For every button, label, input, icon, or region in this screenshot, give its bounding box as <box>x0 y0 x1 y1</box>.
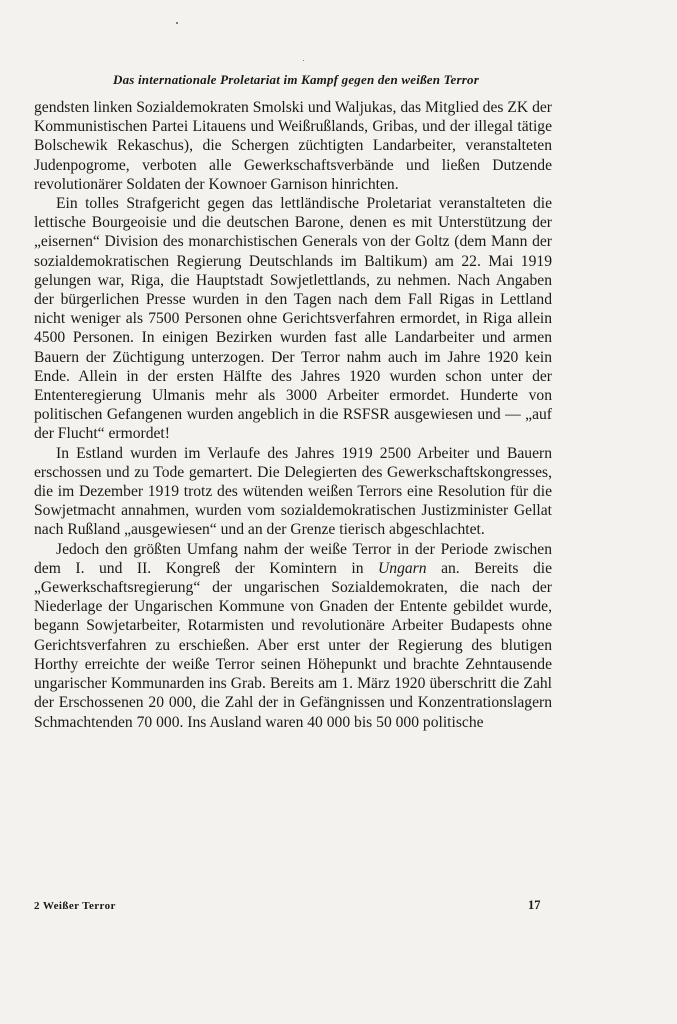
print-speck <box>303 60 304 61</box>
paragraph-4-text-b: an. Bereits die „Gewerkschaftsregierung“ der ungarischen Sozialdemokraten, die nach der Niederlage der Ungarischen Kommune von Gnaden der Entente gebildet wurde, begann Sowjetarbeiter, Rotarmisten und revolutionäre Arbeiter Budapests ohne Gerichtsverfahren zu erschießen. Aber erst unter der Regierung des blutigen Horthy erreichte der weiße Terror seinen Höhepunkt und brachte Zehntausende ungarischer Kommunarden ins Grab. Bereits am 1. März 1920 überschritt die Zahl der Erschossenen 20 000, die Zahl der in Gefängnissen und Konzentrationslagern Schmachtenden 70 000. Ins Ausland waren 40 000 bis 50 000 politische <box>34 559 552 731</box>
running-head: Das internationale Proletariat im Kampf gegen den weißen Terror <box>112 72 480 87</box>
page-number: 17 <box>528 898 541 912</box>
paragraph-4 <box>34 540 552 732</box>
paragraph-2: Ein tolles Strafgericht gegen das lettländische Proletariat veranstalteten die lettische Bourgeoisie und die deutschen Barone, denen es mit Unterstützung der „eisernen“ Division des monarchistischen Generals von der Goltz (dem Mann der sozialdemokratischen Regierung Deutschlands im Baltikum) am 22. Mai 1919 gelungen war, Riga, die Hauptstadt Sowjetlettlands, zu nehmen. Nach Angaben der bürgerlichen Presse wurden in den Tagen nach dem Fall Rigas in Lettland nicht weniger als 7500 Personen ohne Gerichtsverfahren ermordet, in Riga allein 4500 Personen. In einigen Bezirken wurden fast alle Landarbeiter und armen Bauern der Züchtigung unterzogen. Der Terror nahm auch im Jahre 1920 kein Ende. Allein in der ersten Hälfte des Jahres 1920 wurden schon unter der Ententeregierung Ulmanis mehr als 3000 Arbeiter ermordet. Hunderte von politischen Gefangenen wurden angeblich in die RSFSR ausgewiesen und — „auf der Flucht“ ermordet! <box>34 195 552 443</box>
paragraph-4-text-a: Jedoch den größten Umfang nahm der weiße Terror in der Periode zwischen dem I. und II. Kongreß der Komintern in <box>34 540 552 577</box>
country-emphasis: Ungarn <box>378 559 427 577</box>
body-text <box>34 98 552 732</box>
signature-mark: 2 Weißer Terror <box>34 900 116 912</box>
print-speck <box>176 22 178 24</box>
paragraph-1: gendsten linken Sozialdemokraten Smolski und Waljukas, das Mitglied des ZK der Kommunistischen Partei Litauens und Weißrußlands, Gribas, und der illegal tätige Bolschewik Rekaschus), die Schergen züchtigten Landarbeiter, veranstalteten Judenpogrome, verboten alle Gewerkschaftsverbände und ließen Dutzende revolutionärer Soldaten der Kownoer Garnison hinrichten. <box>34 99 552 193</box>
paragraph-3: In Estland wurden im Verlaufe des Jahres 1919 2500 Arbeiter und Bauern erschossen und zu Tode gemartert. Die Delegierten des Gewerkschaftskongresses, die im Dezember 1919 trotz des wütenden weißen Terrors eine Resolution für die Sowjetmacht annahmen, wurden vom sozialdemokratischen Justizminister Gellat nach Rußland „ausgewiesen“ und an der Grenze tierisch abgeschlachtet. <box>34 444 552 539</box>
